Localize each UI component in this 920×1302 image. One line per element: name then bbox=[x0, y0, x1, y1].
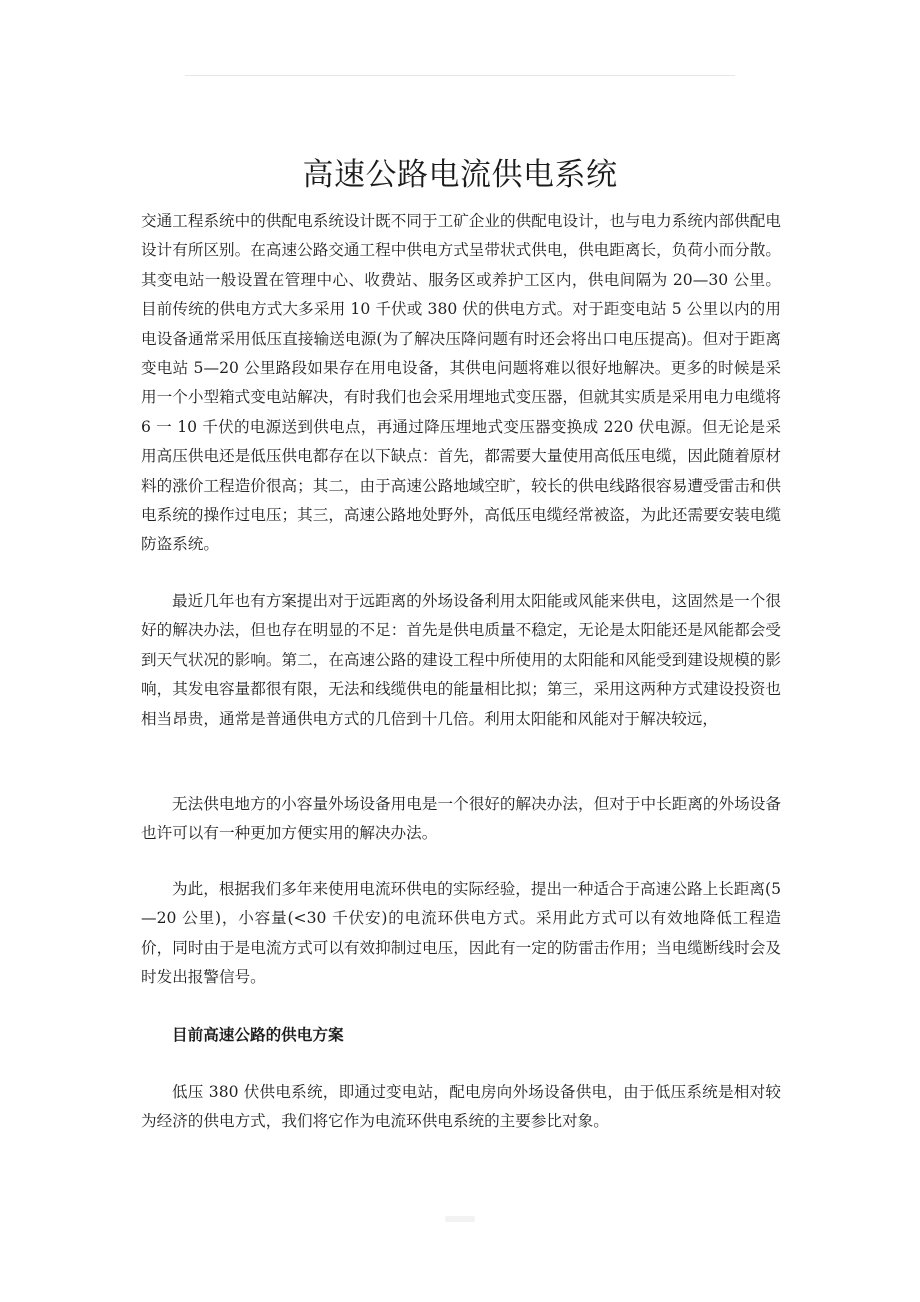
section-heading: 目前高速公路的供电方案 bbox=[172, 1026, 344, 1044]
footer-mark bbox=[445, 1216, 475, 1222]
page-title: 高速公路电流供电系统 bbox=[302, 156, 618, 193]
paragraph-3: 无法供电地方的小容量外场设备用电是一个很好的解决办法，但对于中长距离的外场设备也许可以有一种更加方便实用的解决办法。 bbox=[141, 795, 781, 843]
paragraph-4: 为此，根据我们多年来使用电流环供电的实际经验，提出一种适合于高速公路上长距离(5—20 公里)，小容量(<30 千伏安)的电流环供电方式。采用此方式可以有效地降低工程造价，同时由于是电流方式可以有效抑制过电压，因此有一定的防雷击作用；当电缆断线时会及时发出报警信号。 bbox=[141, 880, 781, 987]
paragraph-1: 交通工程系统中的供配电系统设计既不同于工矿企业的供配电设计，也与电力系统内部供配电设计有所区别。在高速公路交通工程中供电方式呈带状式供电，供电距离长，负荷小而分散。其变电站一般设置在管理中心、收费站、服务区或养护工区内，供电间隔为 20—30 公里。目前传统的供电方式大多采用 10 千伏或 380 伏的供电方式。对于距变电站 5 公里以内的用电设备通常采用低压直接输送电源(为了解决压降问题有时还会将出口电压提高)。但对于距离变电站 5—20 公里路段如果存在用电设备，其供电问题将难以很好地解决。更多的时候是采用一个小型箱式变电站解决，有时我们也会采用埋地式变压器，但就其实质是采用电力电缆将 6 一 10 千伏的电源送到供电点，再通过降压埋地式变压器变换成 220 伏电源。但无论是采用高压供电还是低压供电都存在以下缺点：首先，都需要大量使用高低压电缆，因此随着原材料的涨价工程造价很高；其二，由于高速公路地域空旷，较长的供电线路很容易遭受雷击和供电系统的操作过电压；其三，高速公路地处野外，高低压电缆经常被盗，为此还需要安装电缆防盗系统。 bbox=[141, 212, 781, 554]
paragraph-5: 低压 380 伏供电系统，即通过变电站，配电房向外场设备供电，由于低压系统是相对较为经济的供电方式，我们将它作为电流环供电系统的主要参比对象。 bbox=[141, 1083, 781, 1131]
paragraph-2: 最近几年也有方案提出对于远距离的外场设备利用太阳能或风能来供电，这固然是一个很好的解决办法，但也存在明显的不足：首先是供电质量不稳定，无论是太阳能还是风能都会受到天气状况的影响。第二，在高速公路的建设工程中所使用的太阳能和风能受到建设规模的影响，其发电容量都很有限，无法和线缆供电的能量相比拟；第三，采用这两种方式建设投资也相当昂贵，通常是普通供电方式的几倍到十几倍。利用太阳能和风能对于解决较远， bbox=[141, 592, 781, 728]
header-rule bbox=[185, 75, 735, 76]
